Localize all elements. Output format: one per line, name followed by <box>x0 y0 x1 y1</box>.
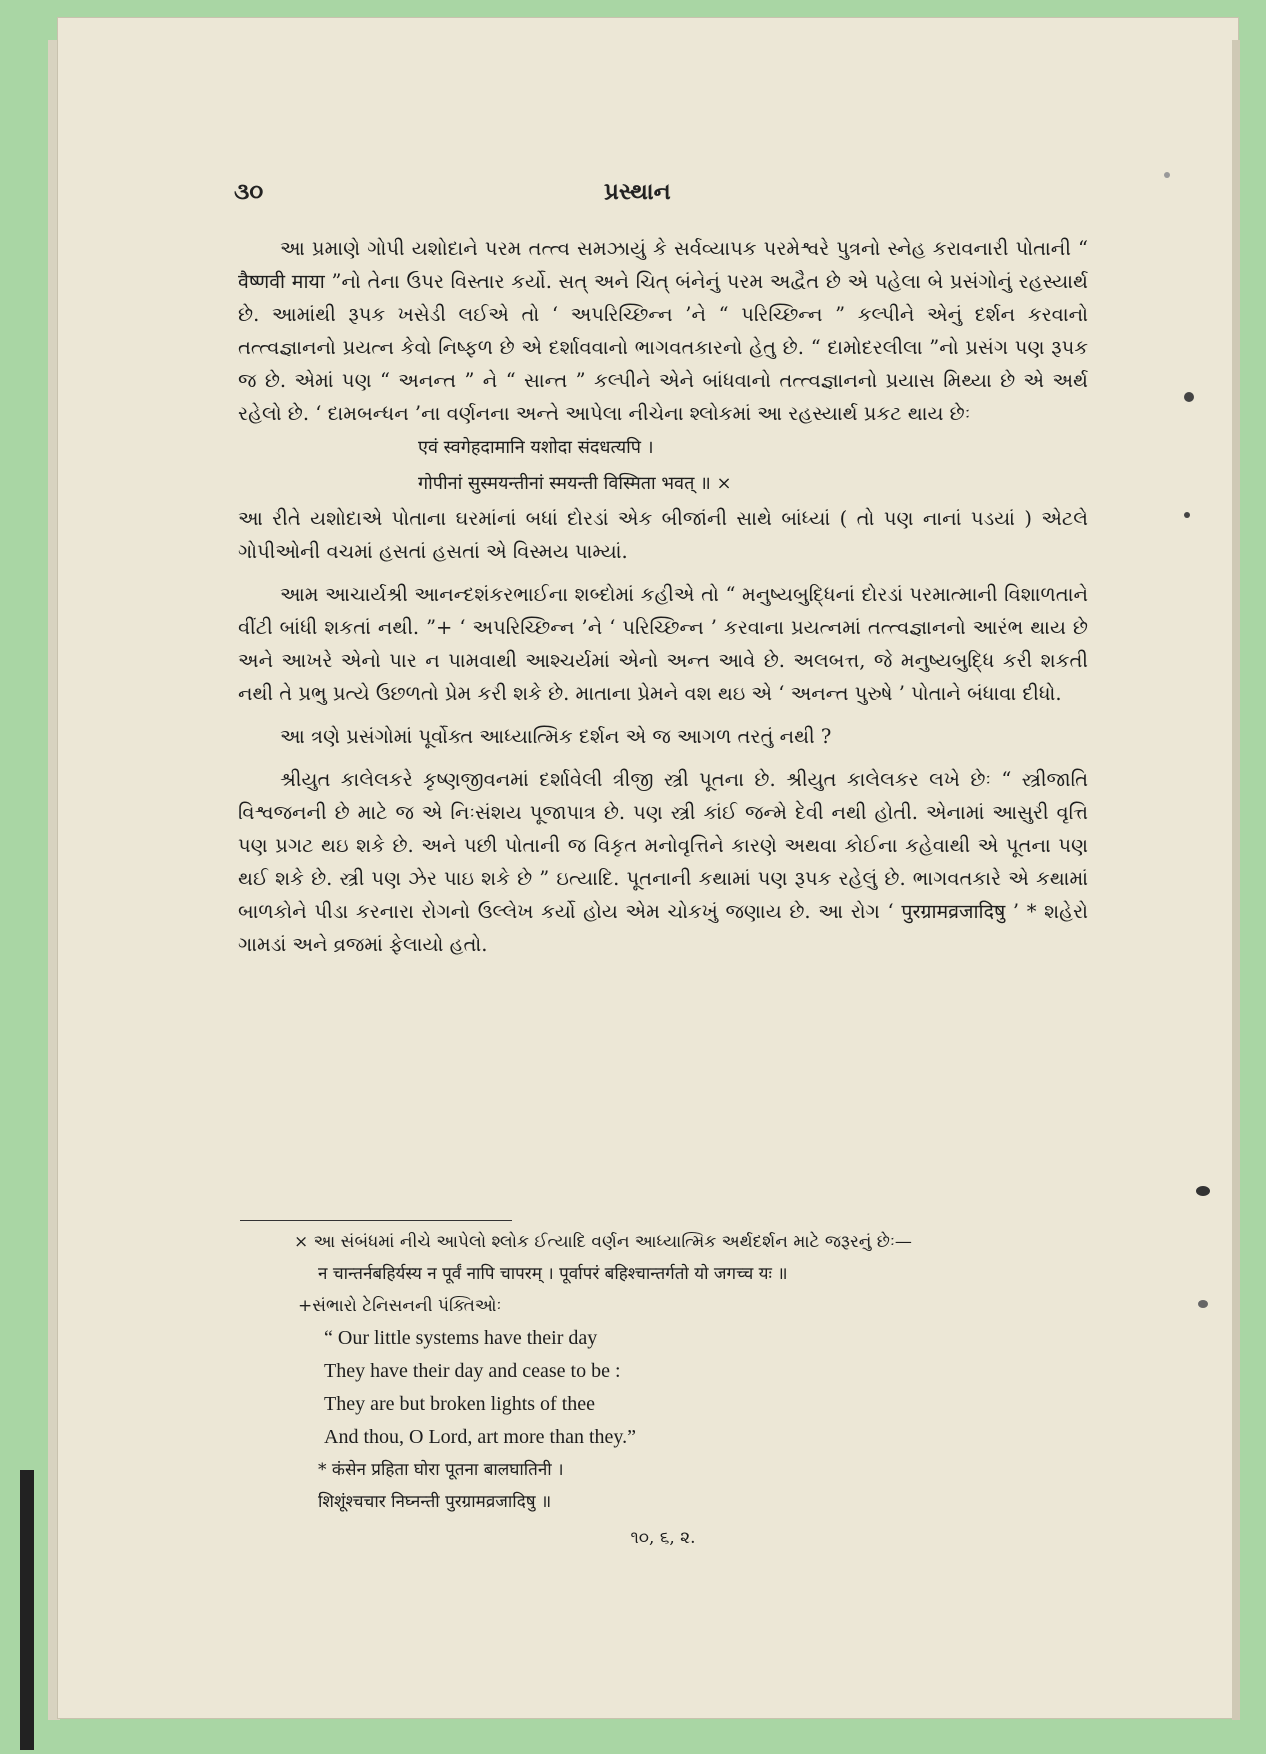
paragraph: આ પ્રમાણે ગોપી યશોદાને પરમ તત્ત્વ સમઝાયું કે સર્વવ્યાપક પરમેશ્વરે પુત્રનો સ્નેહ કરાવનારી પોતાની “ वैष्णवी माया ”નો તેના ઉપર વિસ્તાર કર્યો. સત્ અને ચિત્ બંનેનું પરમ અદ્વૈત છે એ પહેલા બે પ્રસંગોનું રહસ્યાર્થ છે. આમાંથી રૂપક ખસેડી લઈએ તો ‘ અપરિચ્છિન્ન ’ને “ પરિચ્છિન્ન ” કલ્પીને એનું દર્શન કરવાનો તત્ત્વજ્ઞાનનો પ્રયત્ન કેવો નિષ્ફળ છે એ દર્શાવવાનો ભાગવતકારનો હેતુ છે. “ દામોદરલીલા ”નો પ્રસંગ પણ રૂપક જ છે. એમાં પણ “ અનન્ત ” ને “ સાન્ત ” કલ્પીને એને બાંધવાનો તત્ત્વજ્ઞાનનો પ્રયાસ મિથ્યા છે એ અર્થ રહેલો છે. ‘ દામબન્ધન ’ના વર્ણનના અન્તે આપેલા નીચેના શ્લોકમાં આ રહસ્યાર્થ પ્રકટ થાય છેઃ <box>238 237 1088 425</box>
speck <box>1184 512 1190 518</box>
speck <box>1196 1186 1210 1196</box>
verse-line: गोपीनां सुस्मयन्तीनां स्मयन्ती विस्मिता भवत् ॥ × <box>418 473 732 494</box>
main-text <box>238 232 1088 961</box>
paragraph: આમ આચાર્યશ્રી આનન્દશંકરભાઈના શબ્દોમાં કહીએ તો “ મનુષ્યબુદ્ધિનાં દોરડાં પરમાત્માની વિશાળતાને વીંટી બાંધી શકતાં નથી. ”+ ‘ અપરિચ્છિન્ન ’ને ‘ પરિચ્છિન્ન ’ કરવાના પ્રયત્નમાં તત્ત્વજ્ઞાનનો આરંભ થાય છે અને આખરે એનો પાર ન પામવાથી આશ્ચર્યમાં એનો અન્ત આવે છે. અલબત્ત, જે મનુષ્યબુદ્ધિ કરી શકતી નથી તે પ્રભુ પ્રત્યે ઉછળતો પ્રેમ કરી શકે છે. માતાના પ્રેમને વશ થઇ એ ‘ અનન્ત પુરુષે ’ પોતાને બંધાવા દીધો. <box>238 583 1088 705</box>
page-header <box>234 172 1134 212</box>
paragraph: શ્રીયુત કાલેલકરે કૃષ્ણજીવનમાં દર્શાવેલી ત્રીજી સ્ત્રી પૂતના છે. શ્રીયુત કાલેલકર લખે છેઃ “ સ્ત્રીજાતિ વિશ્વજનની છે માટે જ એ નિઃસંશય પૂજાપાત્ર છે. પણ સ્ત્રી કાંઈ જન્મે દેવી નથી હોતી. એનામાં આસુરી વૃત્તિ પણ પ્રગટ થઇ શકે છે. અને પછી પોતાની જ વિકૃત મનોવૃત્તિને કારણે અથવા કોઈના કહેવાથી એ પૂતના પણ થઈ શકે છે. સ્ત્રી પણ ઝેર પાઇ શકે છે ” ઇત્યાદિ. પૂતનાની કથામાં પણ રૂપક રહેલું છે. ભાગવતકારે એ કથામાં બાળકોને પીડા કરનારા રોગનો ઉલ્લેખ કર્યો હોય એમ ચોકખું જણાય છે. આ રોગ ‘ पुरग्रामव्रजादिषु ’ * શહેરો ગામડાં અને વ્રજમાં ફેલાયો હતો. <box>238 768 1088 956</box>
footnote: +સંભારો ટેનિસનની પંક્તિઓઃ <box>298 1296 502 1316</box>
running-title: પ્રસ્થાન <box>604 178 671 205</box>
paragraph: આ રીતે યશોદાએ પોતાના ઘરમાંનાં બધાં દોરડાં એક બીજાંની સાથે બાંધ્યાં ( તો પણ નાનાં પડયાં ) એટલે ગોપીઓની વચમાં હસતાં હસતાં એ વિસ્મય પામ્યાં. <box>238 507 1088 563</box>
poem-line: “ Our little systems have their day <box>324 1327 598 1349</box>
footnote: × આ સંબંધમાં નીચે આપેલો શ્લોક ઈત્યાદિ વર્ણન આધ્યાત્મિક અર્થદર્શન માટે જરૂરનું છેઃ— <box>294 1232 912 1252</box>
poem-line: And thou, O Lord, art more than they.” <box>324 1426 636 1448</box>
sanskrit-verse: न चान्तर्नबहिर्यस्य न पूर्वं नापि चापरम् । पूर्वापरं बहिश्चान्तर्गतो यो जगच्च यः ॥ <box>318 1264 788 1284</box>
page-right-edge <box>1232 40 1240 1720</box>
speck <box>1164 172 1170 178</box>
sanskrit-verse: * कंसेन प्रहिता घोरा पूतना बालघातिनी । <box>318 1460 564 1480</box>
footnotes <box>238 1226 1088 1554</box>
verse-line: एवं स्वगेहदामानि यशोदा संदधत्यपि । <box>418 437 654 458</box>
poem-line: They have their day and cease to be : <box>324 1360 621 1382</box>
poem-line: They are but broken lights of thee <box>324 1393 596 1415</box>
verse-reference: ૧૦, ૬, ૨. <box>630 1528 696 1548</box>
footnote-rule <box>240 1220 512 1221</box>
speck <box>1184 392 1194 402</box>
speck <box>1198 1300 1208 1308</box>
book-binding <box>20 1470 34 1750</box>
sanskrit-verse: शिशूंश्चचार निघ्नन्ती पुरग्रामव्रजादिषु ॥ <box>318 1492 552 1512</box>
page-number: ૩૦ <box>234 178 264 205</box>
paragraph: આ ત્રણે પ્રસંગોમાં પૂર્વોક્ત આધ્યાત્મિક દર્શન એ જ આગળ તરતું નથી ? <box>280 725 832 748</box>
